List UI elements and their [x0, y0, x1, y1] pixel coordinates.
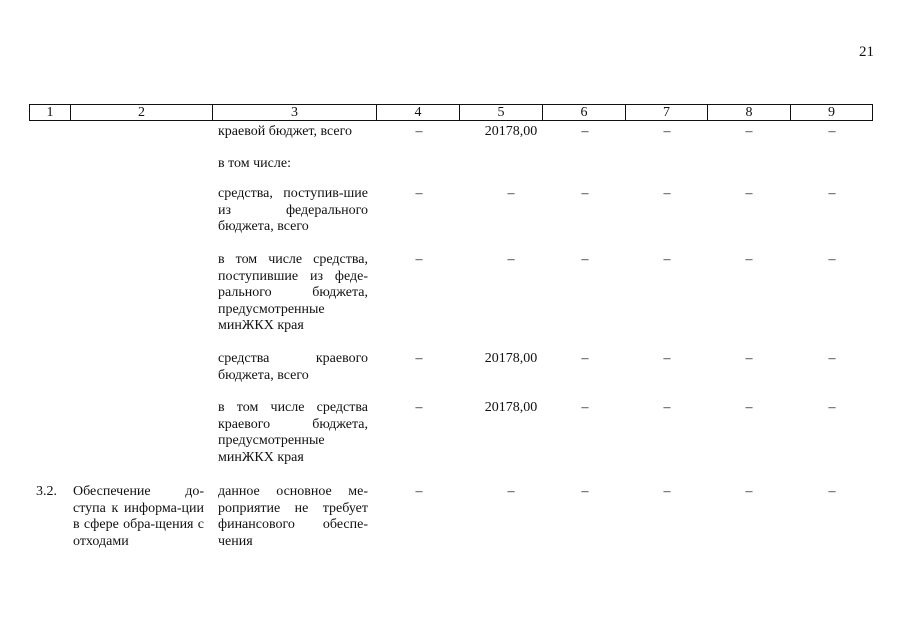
header-col-4: 4	[377, 105, 460, 121]
row-1-col-5: 20178,00	[484, 124, 538, 139]
row-7-description: данное основное ме-роприятие не требует финансового обеспе-чения	[218, 484, 368, 549]
header-col-7: 7	[626, 105, 708, 121]
row-7-col-8: –	[745, 484, 753, 499]
row-1-description: краевой бюджет, всего	[218, 124, 353, 139]
row-6-col-7: –	[663, 400, 671, 415]
row-6-col-6: –	[581, 400, 589, 415]
page-number: 21	[859, 44, 874, 60]
header-col-9: 9	[791, 105, 873, 121]
row-4-col-8: –	[745, 252, 753, 267]
row-7-col-6: –	[581, 484, 589, 499]
row-5-col-9: –	[828, 351, 836, 366]
row-3-col-7: –	[663, 186, 671, 201]
row-5-col-6: –	[581, 351, 589, 366]
row-3-description: средства, поступив-шие из федерального бюджета, всего	[218, 186, 368, 234]
table-header	[29, 104, 873, 121]
row-1-col-4: –	[415, 124, 423, 139]
row-7-number: 3.2.	[36, 484, 57, 499]
row-4-col-4: –	[415, 252, 423, 267]
row-1-col-6: –	[581, 124, 589, 139]
row-1-col-7: –	[663, 124, 671, 139]
row-6-col-5: 20178,00	[484, 400, 538, 415]
row-5-col-4: –	[415, 351, 423, 366]
row-3-col-5: –	[507, 186, 515, 201]
row-6-col-9: –	[828, 400, 836, 415]
header-col-8: 8	[708, 105, 791, 121]
row-7-col-4: –	[415, 484, 423, 499]
row-1-col-8: –	[745, 124, 753, 139]
row-4-col-5: –	[507, 252, 515, 267]
row-3-col-4: –	[415, 186, 423, 201]
row-4-col-9: –	[828, 252, 836, 267]
row-6-col-4: –	[415, 400, 423, 415]
row-7-col-5: –	[507, 484, 515, 499]
row-3-col-9: –	[828, 186, 836, 201]
header-col-2: 2	[71, 105, 213, 121]
row-4-description: в том числе средства, поступившие из феде-рального бюджета, предусмотренные минЖКХ края	[218, 252, 368, 333]
row-5-description: средства краевого бюджета, всего	[218, 351, 368, 383]
row-5-col-8: –	[745, 351, 753, 366]
header-col-3: 3	[213, 105, 377, 121]
row-6-col-8: –	[745, 400, 753, 415]
header-col-1: 1	[30, 105, 71, 121]
row-6-description: в том числе средства краевого бюджета, предусмотренные минЖКХ края	[218, 400, 368, 465]
row-4-col-7: –	[663, 252, 671, 267]
header-col-5: 5	[460, 105, 543, 121]
header-col-6: 6	[543, 105, 626, 121]
row-2-description: в том числе:	[218, 156, 291, 171]
row-5-col-7: –	[663, 351, 671, 366]
row-7-col-9: –	[828, 484, 836, 499]
row-1-col-9: –	[828, 124, 836, 139]
row-7-name: Обеспечение до-ступа к информа-ции в сфере обра-щения с отходами	[73, 484, 204, 549]
row-7-col-7: –	[663, 484, 671, 499]
row-5-col-5: 20178,00	[484, 351, 538, 366]
row-3-col-8: –	[745, 186, 753, 201]
row-4-col-6: –	[581, 252, 589, 267]
row-3-col-6: –	[581, 186, 589, 201]
